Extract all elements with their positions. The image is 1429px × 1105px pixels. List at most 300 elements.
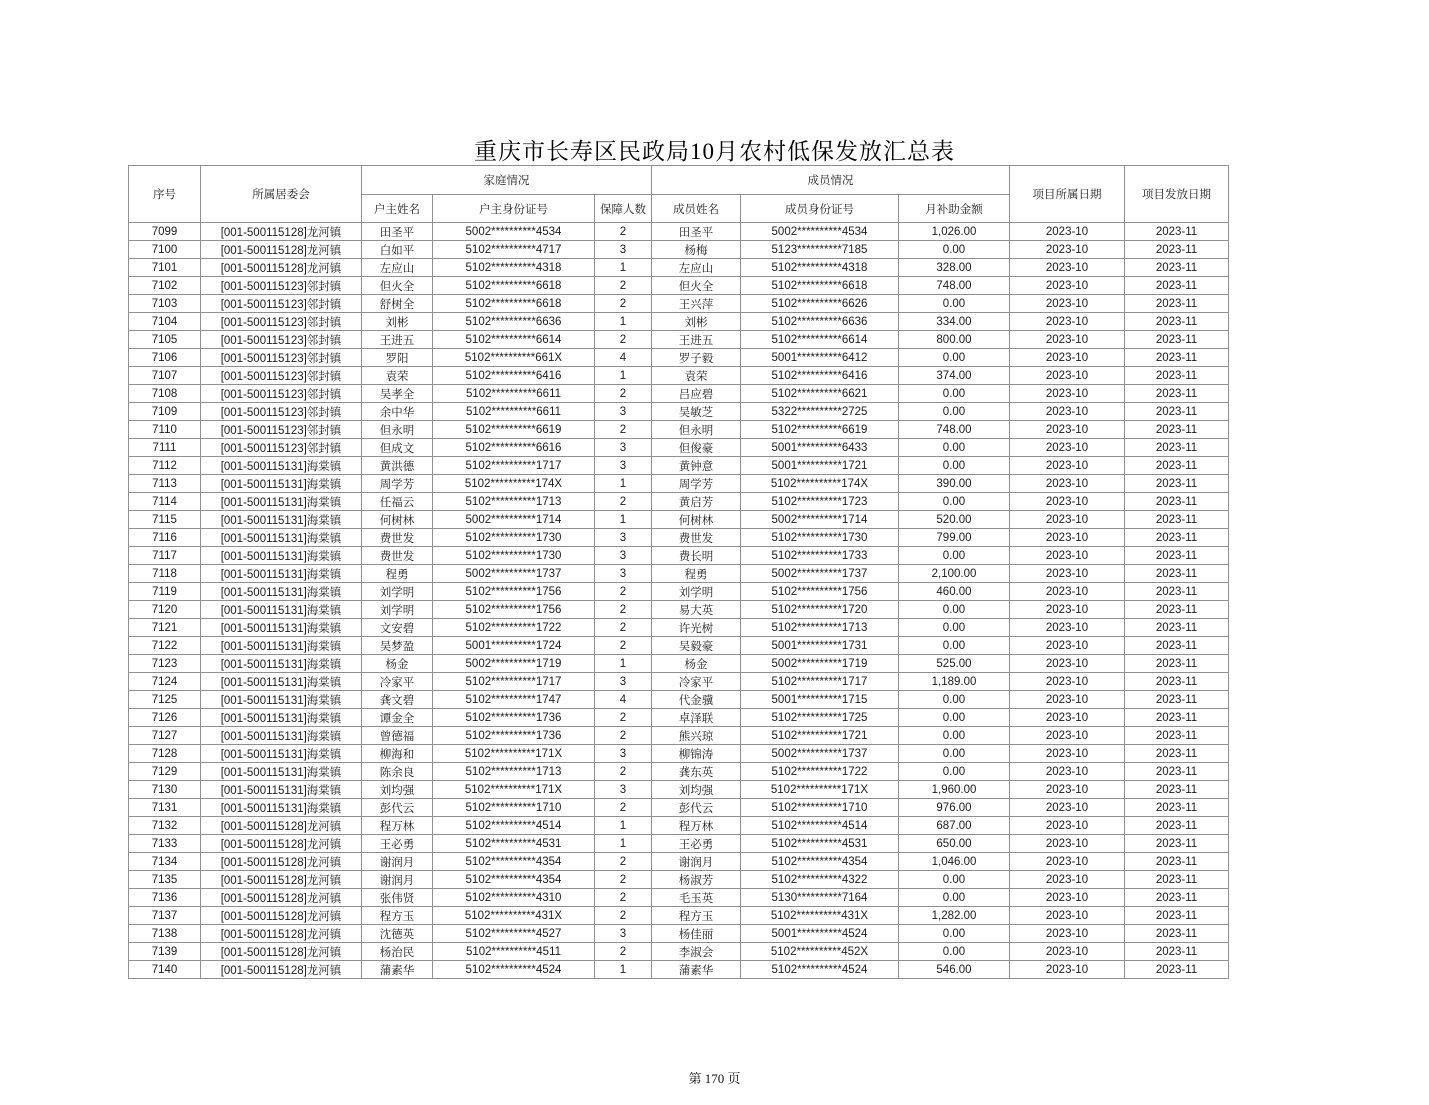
table-cell: 5102**********6621 [741,385,899,403]
table-cell: [001-500115131]海棠镇 [201,457,362,475]
table-cell: 彭代云 [652,799,741,817]
table-cell: 1,282.00 [899,907,1010,925]
table-cell: 费世发 [362,547,433,565]
table-row [129,907,1229,925]
table-cell: 0.00 [899,349,1010,367]
table-cell: 0.00 [899,763,1010,781]
table-cell: 何树林 [652,511,741,529]
col-header-subsidy: 月补助金额 [899,195,1010,223]
table-cell: 2023-10 [1010,601,1125,619]
table-cell: 5102**********4318 [433,259,595,277]
table-cell: 杨梅 [652,241,741,259]
table-cell: 7131 [129,799,201,817]
table-cell: 杨治民 [362,943,433,961]
table-row [129,313,1229,331]
table-row [129,511,1229,529]
table-cell: 5102**********4524 [741,961,899,979]
table-cell: 袁荣 [362,367,433,385]
table-cell: 2023-11 [1125,817,1229,835]
table-cell: 390.00 [899,475,1010,493]
table-cell: 2023-11 [1125,439,1229,457]
table-cell: 2023-11 [1125,799,1229,817]
table-cell: 王必勇 [362,835,433,853]
table-cell: 2023-10 [1010,511,1125,529]
table-cell: 代金骥 [652,691,741,709]
table-cell: 1,960.00 [899,781,1010,799]
table-cell: 650.00 [899,835,1010,853]
table-cell: 5102**********6636 [741,313,899,331]
table-cell: 2023-10 [1010,349,1125,367]
table-cell: 刘学明 [362,583,433,601]
table-cell: 2023-10 [1010,331,1125,349]
table-cell: 吴梦盈 [362,637,433,655]
table-cell: [001-500115123]邻封镇 [201,349,362,367]
table-cell: 546.00 [899,961,1010,979]
table-cell: 5002**********1737 [741,565,899,583]
table-cell: 罗子毅 [652,349,741,367]
table-row [129,403,1229,421]
table-cell: [001-500115123]邻封镇 [201,403,362,421]
table-cell: 2023-11 [1125,475,1229,493]
table-row [129,745,1229,763]
table-cell: 7099 [129,223,201,241]
table-cell: [001-500115123]邻封镇 [201,295,362,313]
table-cell: [001-500115123]邻封镇 [201,277,362,295]
table-cell: 冷家平 [362,673,433,691]
table-cell: 5102**********1730 [741,529,899,547]
table-cell: 0.00 [899,403,1010,421]
table-cell: 5102**********1733 [741,547,899,565]
table-cell: [001-500115131]海棠镇 [201,637,362,655]
table-row [129,493,1229,511]
table-cell: 5002**********1719 [741,655,899,673]
table-cell: 2023-11 [1125,295,1229,313]
table-cell: 2023-11 [1125,763,1229,781]
table-cell: 2023-10 [1010,223,1125,241]
table-cell: 3 [595,529,652,547]
table-cell: 328.00 [899,259,1010,277]
table-cell: 5102**********6619 [741,421,899,439]
table-cell: 1 [595,475,652,493]
table-row [129,781,1229,799]
table-cell: 2023-11 [1125,637,1229,655]
table-cell: 2023-10 [1010,439,1125,457]
table-cell: 5001**********1724 [433,637,595,655]
table-cell: 2023-10 [1010,259,1125,277]
table-cell: 2023-11 [1125,277,1229,295]
table-cell: 0.00 [899,385,1010,403]
table-row [129,475,1229,493]
table-row [129,241,1229,259]
table-cell: 2023-10 [1010,421,1125,439]
table-cell: 程方玉 [362,907,433,925]
table-cell: 7129 [129,763,201,781]
table-cell: 7138 [129,925,201,943]
table-cell: 748.00 [899,421,1010,439]
table-cell: [001-500115123]邻封镇 [201,367,362,385]
table-cell: 5102**********431X [433,907,595,925]
table-cell: 谢润月 [362,871,433,889]
table-cell: 0.00 [899,637,1010,655]
table-cell: 2023-10 [1010,817,1125,835]
table-cell: [001-500115128]龙河镇 [201,889,362,907]
table-cell: 沈德英 [362,925,433,943]
table-cell: 748.00 [899,277,1010,295]
table-cell: [001-500115131]海棠镇 [201,583,362,601]
table-cell: 7113 [129,475,201,493]
table-cell: 1 [595,259,652,277]
table-cell: 刘均强 [652,781,741,799]
table-cell: [001-500115123]邻封镇 [201,439,362,457]
table-cell: 5102**********1721 [741,727,899,745]
table-cell: 7119 [129,583,201,601]
col-header-protected-count: 保障人数 [595,195,652,223]
table-cell: 5102**********1730 [433,529,595,547]
table-cell: 但火全 [652,277,741,295]
table-row [129,673,1229,691]
table-cell: 舒树全 [362,295,433,313]
table-cell: 5102**********1756 [433,601,595,619]
table-cell: 2023-10 [1010,493,1125,511]
table-cell: 7105 [129,331,201,349]
table-cell: 2023-11 [1125,547,1229,565]
table-cell: 5102**********1713 [433,763,595,781]
table-cell: 1,046.00 [899,853,1010,871]
table-cell: 5102**********1736 [433,727,595,745]
table-cell: 黄启芳 [652,493,741,511]
table-cell: 0.00 [899,439,1010,457]
table-cell: 罗阳 [362,349,433,367]
table-cell: 2023-11 [1125,691,1229,709]
table-row [129,583,1229,601]
table-cell: 7135 [129,871,201,889]
table-cell: 2023-11 [1125,403,1229,421]
table-cell: 7136 [129,889,201,907]
table-row [129,295,1229,313]
table-cell: 柳海和 [362,745,433,763]
table-cell: 5102**********6619 [433,421,595,439]
table-cell: 7122 [129,637,201,655]
table-cell: 2023-10 [1010,241,1125,259]
table-cell: 5002**********1719 [433,655,595,673]
table-cell: 任福云 [362,493,433,511]
table-cell: 5002**********1714 [433,511,595,529]
table-cell: 5102**********6611 [433,385,595,403]
table-cell: 2023-11 [1125,313,1229,331]
table-cell: 2023-10 [1010,961,1125,979]
table-cell: 5102**********1730 [433,547,595,565]
table-cell: 2023-10 [1010,637,1125,655]
table-cell: 2 [595,727,652,745]
table-row [129,763,1229,781]
table-cell: [001-500115128]龙河镇 [201,961,362,979]
table-cell: [001-500115128]龙河镇 [201,835,362,853]
table-cell: 2023-11 [1125,349,1229,367]
table-cell: [001-500115131]海棠镇 [201,691,362,709]
table-row [129,853,1229,871]
table-cell: 2 [595,943,652,961]
table-cell: 7108 [129,385,201,403]
table-cell: 2 [595,889,652,907]
table-cell: 5102**********1725 [741,709,899,727]
table-cell: 2023-11 [1125,259,1229,277]
table-cell: 但永明 [652,421,741,439]
table-cell: 5002**********1737 [433,565,595,583]
table-cell: 5001**********1731 [741,637,899,655]
table-cell: 黄洪德 [362,457,433,475]
table-cell: 5102**********4354 [433,853,595,871]
table-cell: 许光树 [652,619,741,637]
table-cell: 7100 [129,241,201,259]
table-cell: 4 [595,349,652,367]
table-cell: 1 [595,313,652,331]
table-cell: 0.00 [899,871,1010,889]
table-cell: 2 [595,637,652,655]
table-cell: 2023-11 [1125,781,1229,799]
table-row [129,691,1229,709]
table-cell: 田圣平 [652,223,741,241]
table-row [129,547,1229,565]
table-cell: 2023-10 [1010,835,1125,853]
table-cell: 3 [595,925,652,943]
table-cell: 2 [595,853,652,871]
table-cell: 2 [595,601,652,619]
table-cell: 2 [595,709,652,727]
table-cell: 976.00 [899,799,1010,817]
table-cell: 2023-10 [1010,799,1125,817]
table-cell: 7110 [129,421,201,439]
col-header-member-id: 成员身份证号 [741,195,899,223]
table-cell: [001-500115128]龙河镇 [201,871,362,889]
table-cell: [001-500115131]海棠镇 [201,475,362,493]
table-cell: 7114 [129,493,201,511]
table-cell: 费长明 [652,547,741,565]
table-cell: 2023-10 [1010,583,1125,601]
table-row [129,529,1229,547]
table-cell: 2023-10 [1010,367,1125,385]
table-cell: 0.00 [899,943,1010,961]
table-cell: 黄钟意 [652,457,741,475]
table-cell: 5130**********7164 [741,889,899,907]
table-cell: 5102**********6616 [433,439,595,457]
table-cell: 7111 [129,439,201,457]
group-header-family: 家庭情况 [362,166,652,195]
table-cell: 5102**********1722 [433,619,595,637]
table-cell: 周学芳 [362,475,433,493]
table-cell: 曾德福 [362,727,433,745]
table-cell: 5102**********4354 [433,871,595,889]
table-cell: 王兴萍 [652,295,741,313]
table-cell: 2023-10 [1010,277,1125,295]
table-cell: 2023-11 [1125,493,1229,511]
table-cell: 7139 [129,943,201,961]
page-number: 第 170 页 [688,1071,741,1086]
table-cell: 5102**********6618 [433,295,595,313]
table-cell: 刘彬 [362,313,433,331]
table-cell: 5002**********1737 [741,745,899,763]
table-cell: 5102**********4524 [433,961,595,979]
table-cell: 2023-10 [1010,943,1125,961]
table-cell: 5002**********1714 [741,511,899,529]
table-cell: [001-500115128]龙河镇 [201,907,362,925]
table-cell: 2,100.00 [899,565,1010,583]
table-cell: 毛玉英 [652,889,741,907]
table-cell: 2 [595,277,652,295]
table-cell: [001-500115123]邻封镇 [201,421,362,439]
table-cell: 程勇 [652,565,741,583]
table-row [129,655,1229,673]
table-cell: 吴孝全 [362,385,433,403]
table-cell: 文安碧 [362,619,433,637]
table-cell: 2023-11 [1125,835,1229,853]
table-cell: 吴敏芝 [652,403,741,421]
table-cell: 5102**********4717 [433,241,595,259]
table-cell: 5102**********1710 [433,799,595,817]
table-cell: 谢润月 [652,853,741,871]
table-cell: 7120 [129,601,201,619]
table-cell: 3 [595,439,652,457]
table-cell: 5102**********174X [433,475,595,493]
table-header [129,166,1229,223]
table-cell: 520.00 [899,511,1010,529]
table-cell: 5102**********4531 [741,835,899,853]
table-cell: 卓泽联 [652,709,741,727]
table-row [129,961,1229,979]
table-cell: 5102**********1747 [433,691,595,709]
table-cell: 2023-10 [1010,313,1125,331]
table-cell: [001-500115131]海棠镇 [201,547,362,565]
table-cell: 5001**********1715 [741,691,899,709]
table-cell: 5102**********1736 [433,709,595,727]
table-cell: 2 [595,493,652,511]
table-cell: 5102**********1722 [741,763,899,781]
table-cell: 7104 [129,313,201,331]
table-cell: 谢润月 [362,853,433,871]
table-row [129,619,1229,637]
table-cell: 5102**********4310 [433,889,595,907]
table-cell: 5102**********431X [741,907,899,925]
table-cell: 田圣平 [362,223,433,241]
table-cell: 5102**********4514 [433,817,595,835]
table-cell: [001-500115128]龙河镇 [201,925,362,943]
table-cell: 5001**********6433 [741,439,899,457]
table-cell: 7128 [129,745,201,763]
table-cell: 800.00 [899,331,1010,349]
table-cell: 2023-10 [1010,871,1125,889]
table-cell: 5102**********1717 [741,673,899,691]
table-cell: 7132 [129,817,201,835]
table-row [129,601,1229,619]
table-cell: 3 [595,457,652,475]
table-cell: 5102**********1723 [741,493,899,511]
col-header-serial: 序号 [129,166,201,223]
table-cell: 吕应碧 [652,385,741,403]
table-cell: 2023-10 [1010,565,1125,583]
table-cell: 但永明 [362,421,433,439]
table-cell: 费世发 [362,529,433,547]
table-cell: 5102**********4527 [433,925,595,943]
table-cell: 左应山 [652,259,741,277]
table-cell: 5102**********1756 [741,583,899,601]
table-cell: 0.00 [899,493,1010,511]
table-cell: 5102**********452X [741,943,899,961]
table-cell: 7137 [129,907,201,925]
table-cell: 5102**********6416 [741,367,899,385]
table-cell: 2023-11 [1125,925,1229,943]
table-cell: 3 [595,241,652,259]
table-cell: 陈余良 [362,763,433,781]
table-cell: 5001**********4524 [741,925,899,943]
table-cell: 5102**********171X [433,781,595,799]
table-cell: 李淑会 [652,943,741,961]
table-cell: 799.00 [899,529,1010,547]
table-cell: 5102**********1713 [433,493,595,511]
table-row [129,817,1229,835]
table-cell: 7117 [129,547,201,565]
table-cell: 杨佳丽 [652,925,741,943]
table-cell: 2023-10 [1010,457,1125,475]
table-cell: 程勇 [362,565,433,583]
table-cell: [001-500115131]海棠镇 [201,619,362,637]
table-cell: [001-500115123]邻封镇 [201,385,362,403]
table-cell: 1 [595,961,652,979]
table-cell: 7102 [129,277,201,295]
table-cell: 5102**********1713 [741,619,899,637]
table-cell: 5001**********6412 [741,349,899,367]
table-cell: 2023-11 [1125,961,1229,979]
table-cell: [001-500115131]海棠镇 [201,745,362,763]
table-cell: 2023-11 [1125,511,1229,529]
col-header-head-name: 户主姓名 [362,195,433,223]
table-cell: 程万林 [652,817,741,835]
table-cell: 1 [595,367,652,385]
table-cell: 7103 [129,295,201,313]
table-cell: 周学芳 [652,475,741,493]
table-cell: 5102**********4514 [741,817,899,835]
table-cell: 2023-11 [1125,889,1229,907]
col-header-committee: 所属居委会 [201,166,362,223]
table-cell: 5102**********171X [741,781,899,799]
table-cell: 7109 [129,403,201,421]
table-cell: [001-500115131]海棠镇 [201,781,362,799]
table-cell: [001-500115131]海棠镇 [201,493,362,511]
table-cell: 2023-11 [1125,709,1229,727]
table-cell: 2023-11 [1125,601,1229,619]
table-cell: 374.00 [899,367,1010,385]
table-row [129,943,1229,961]
table-cell: 7112 [129,457,201,475]
table-row [129,277,1229,295]
table-cell: 5102**********1756 [433,583,595,601]
table-cell: 2023-10 [1010,385,1125,403]
table-cell: 刘彬 [652,313,741,331]
table-cell: 7127 [129,727,201,745]
table-row [129,565,1229,583]
table-cell: 2023-11 [1125,241,1229,259]
table-cell: 5102**********6636 [433,313,595,331]
table-cell: 2023-11 [1125,619,1229,637]
table-cell: 2023-10 [1010,691,1125,709]
table-row [129,421,1229,439]
table-cell: 5123**********7185 [741,241,899,259]
table-row [129,349,1229,367]
table-cell: 0.00 [899,547,1010,565]
table-cell: 7126 [129,709,201,727]
table-cell: 2023-11 [1125,385,1229,403]
table-cell: 7115 [129,511,201,529]
table-cell: [001-500115128]龙河镇 [201,223,362,241]
table-cell: [001-500115131]海棠镇 [201,565,362,583]
